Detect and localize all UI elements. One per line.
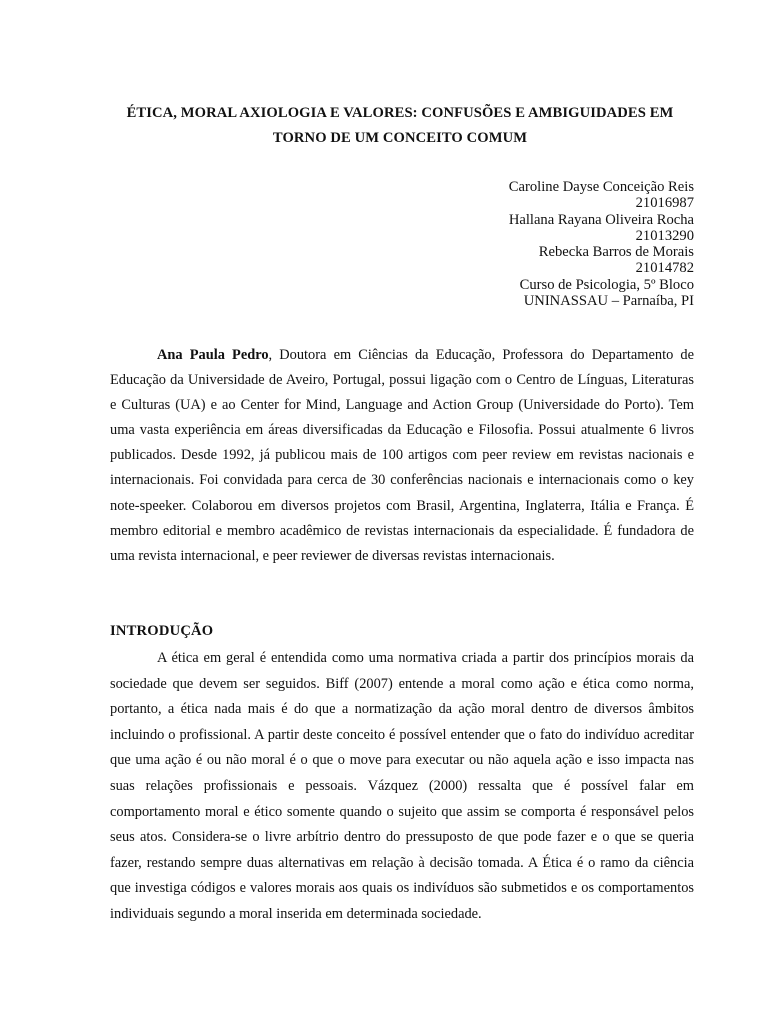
bio-text: , Doutora em Ciências da Educação, Professora do Departamento de Educação da Universidade de Aveiro, Portugal, possui ligação com o Centro de Línguas, Literaturas e Culturas (UA) e ao Center for Mind, Language and Action Group (Universidade do Porto). Tem uma vasta experiência em áreas diversificadas da Educação e Filosofia. Possui atualmente 6 livros publicados. Desde 1992, já publicou mais de 100 artigos com peer review em revistas nacionais e internacionais. Foi convidada para cerca de 30 conferências nacionais e internacionais como o key note-speeker. Colaborou em diversos projetos com Brasil, Argentina, Inglaterra, Itália e França. É membro editorial e membro acadêmico de revistas internacionais da especialidade. É fundadora de uma revista internacional, e peer reviewer de diversas revistas internacionais.: [110, 347, 694, 564]
author-line: 21013290: [635, 227, 694, 244]
document-title: ÉTICA, MORAL AXIOLOGIA E VALORES: CONFUSÕES E AMBIGUIDADES EM TORNO DE UM CONCEITO COMUM: [126, 105, 674, 146]
intro-paragraph: A ética em geral é entendida como uma normativa criada a partir dos princípios morais da sociedade que devem ser seguidos. Biff (2007) entende a moral como ação e ética como norma, portanto, a ética nada mais é do que a normatização da ação moral dentro de diversos âmbitos incluindo o profissional. A partir deste conceito é possível entender que o fato do indivíduo acreditar que uma ação é ou não moral é o que o move para executar ou não aquela ação e isso impacta nas suas relações profissionais e pessoais. Vázquez (2000) ressalta que é possível falar em comportamento moral e ético somente quando o sujeito que assim se comporta é responsável pelos seus atos. Considera-se o livre arbítrio dentro do pressuposto de que pode fazer e o que se queria fazer, restando sempre duas alternativas em relação à decisão tomada. A Ética é o ramo da ciência que investiga códigos e valores morais aos quais os indivíduos são submetidos e os comportamentos individuais segundo a moral inserida em determinada sociedade.: [110, 650, 694, 922]
author-line: Curso de Psicologia, 5º Bloco: [519, 276, 694, 293]
author-line: Rebecka Barros de Morais: [538, 244, 694, 261]
author-line: UNINASSAU – Parnaíba, PI: [523, 293, 694, 310]
author-line: 21014782: [635, 260, 694, 277]
bio-name: Ana Paula Pedro: [157, 347, 269, 363]
author-line: Hallana Rayana Oliveira Rocha: [508, 211, 694, 228]
author-line: Caroline Dayse Conceição Reis: [508, 179, 694, 195]
section-heading: INTRODUÇÃO: [110, 623, 214, 639]
author-list: [354, 179, 694, 309]
author-line: 21016987: [635, 195, 694, 212]
bio-paragraph: [110, 343, 694, 569]
